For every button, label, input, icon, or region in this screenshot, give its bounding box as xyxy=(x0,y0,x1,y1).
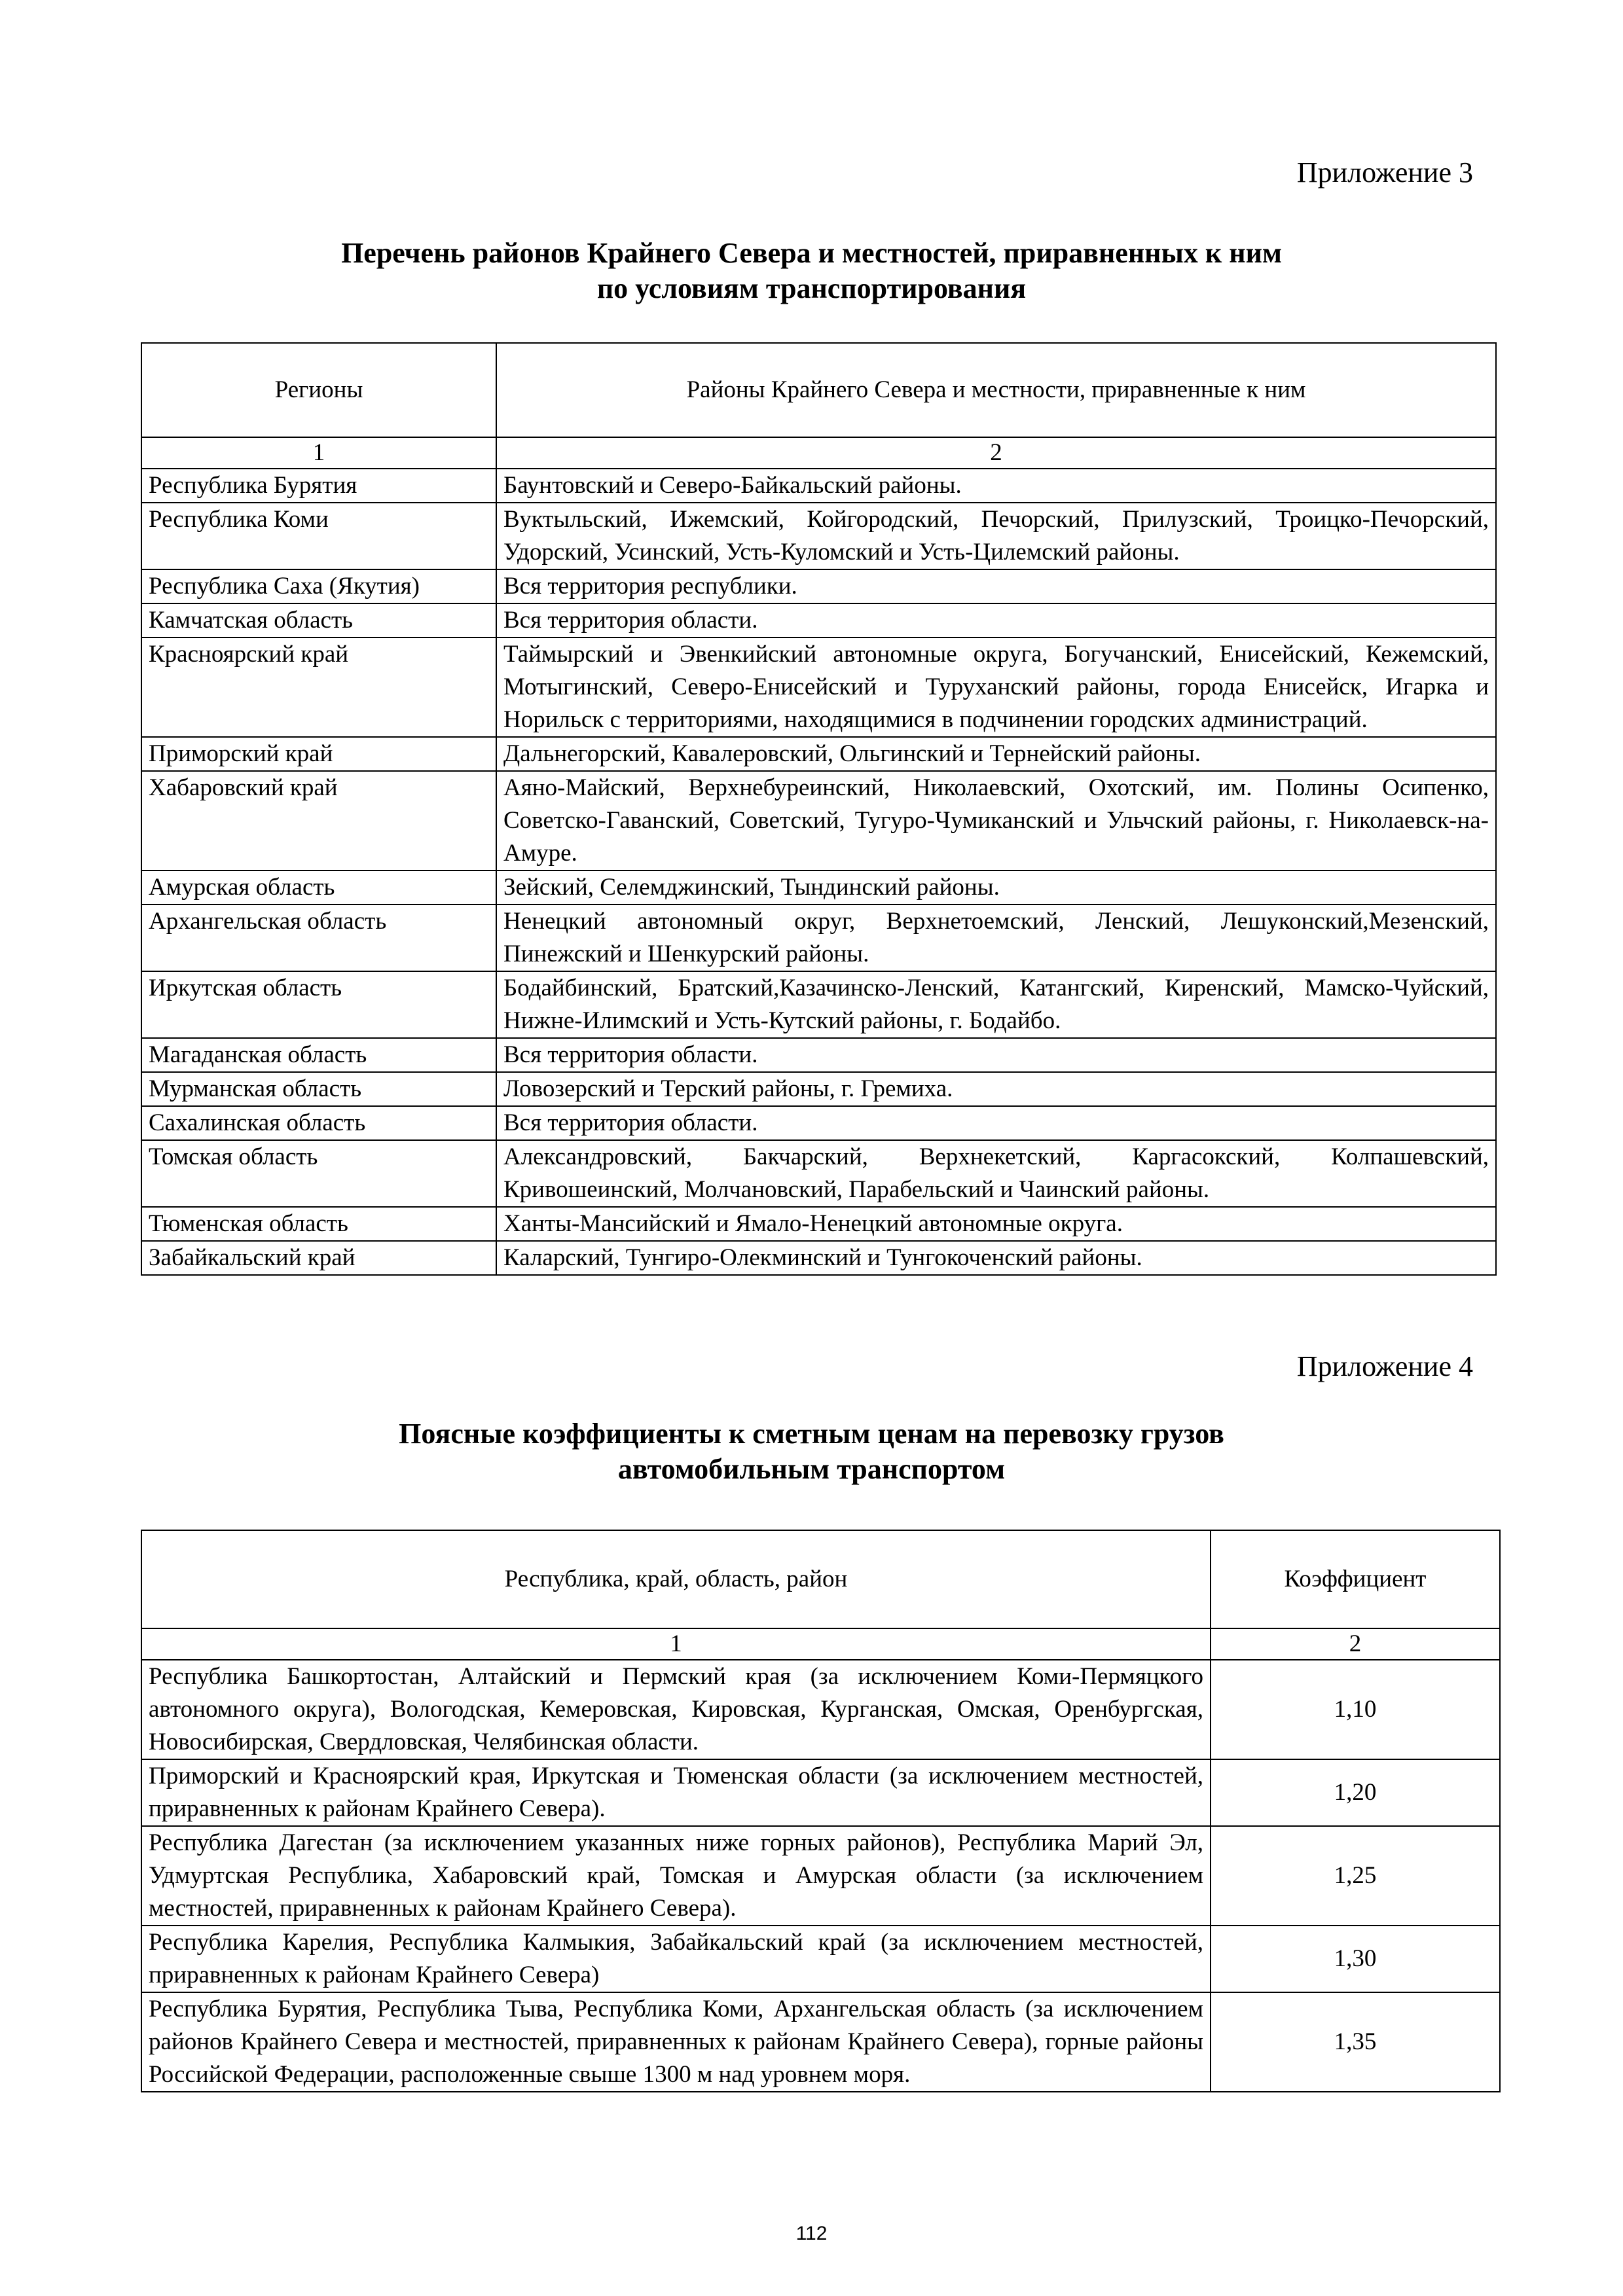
column-number-1: 1 xyxy=(141,437,496,469)
header-districts: Районы Крайнего Севера и местности, приравненные к ним xyxy=(496,343,1496,437)
table-row xyxy=(141,737,1496,771)
districts-cell: Вся территория области. xyxy=(496,1038,1496,1072)
region-cell: Иркутская область xyxy=(141,971,496,1038)
area-cell: Приморский и Красноярский края, Иркутская и Тюменская области (за исключением местностей, приравненных к районам Крайнего Севера). xyxy=(141,1759,1211,1826)
districts-cell: Бодайбинский, Братский,Казачинско-Ленский, Катангский, Киренский, Мамско-Чуйский, Нижне-Илимский и Усть-Кутский районы, г. Бодайбо. xyxy=(496,971,1496,1038)
region-cell: Приморский край xyxy=(141,737,496,771)
area-cell: Республика Башкортостан, Алтайский и Пермский края (за исключением Коми-Пермяцкого автономного округа), Вологодская, Кемеровская, Кировская, Курганская, Омская, Оренбургская, Новосибирская, Свердловская, Челябинская области. xyxy=(141,1660,1211,1759)
districts-cell: Каларский, Тунгиро-Олекминский и Тунгокоченский районы. xyxy=(496,1241,1496,1275)
table-row xyxy=(141,1759,1500,1826)
page-number: 112 xyxy=(795,2223,828,2244)
far-north-districts-body xyxy=(141,469,1496,1275)
districts-cell: Зейский, Селемджинский, Тындинский районы. xyxy=(496,870,1496,905)
table-row xyxy=(141,1826,1500,1926)
coefficient-cell: 1,25 xyxy=(1211,1826,1500,1926)
area-cell: Республика Бурятия, Республика Тыва, Республика Коми, Архангельская область (за исключением районов Крайнего Севера и местностей, приравненных к районам Крайнего Севера), горные районы Российской Федерации, расположенные свыше 1300 м над уровнем моря. xyxy=(141,1992,1211,2092)
coefficient-cell: 1,35 xyxy=(1211,1992,1500,2092)
column-numbers-row xyxy=(141,437,1496,469)
coefficient-cell: 1,10 xyxy=(1211,1660,1500,1759)
coefficient-cell: 1,20 xyxy=(1211,1759,1500,1826)
region-cell: Архангельская область xyxy=(141,905,496,971)
districts-cell: Ненецкий автономный округ, Верхнетоемский, Ленский, Лешуконский,Мезенский, Пинежский и Шенкурский районы. xyxy=(496,905,1496,971)
header-regions: Регионы xyxy=(141,343,496,437)
column-number-1: 1 xyxy=(141,1628,1211,1660)
appendix-3-title-line-1: Перечень районов Крайнего Севера и местностей, приравненных к ним xyxy=(341,237,1282,269)
districts-cell: Баунтовский и Северо-Байкальский районы. xyxy=(496,469,1496,503)
districts-cell: Ханты-Мансийский и Ямало-Ненецкий автономные округа. xyxy=(496,1207,1496,1241)
table-row xyxy=(141,771,1496,870)
region-cell: Сахалинская область xyxy=(141,1106,496,1140)
appendix-4-title-line-2: автомобильным транспортом xyxy=(617,1453,1006,1485)
region-cell: Тюменская область xyxy=(141,1207,496,1241)
table-row xyxy=(141,1207,1496,1241)
region-cell: Магаданская область xyxy=(141,1038,496,1072)
table-row xyxy=(141,1241,1496,1275)
districts-cell: Вся территория области. xyxy=(496,1106,1496,1140)
table-row xyxy=(141,1140,1496,1207)
districts-cell: Александровский, Бакчарский, Верхнекетский, Каргасокский, Колпашевский, Кривошеинский, Молчановский, Парабельский и Чаинский районы. xyxy=(496,1140,1496,1207)
column-numbers-row xyxy=(141,1628,1500,1660)
table-row xyxy=(141,1926,1500,1992)
region-cell: Камчатская область xyxy=(141,603,496,637)
header-coefficient: Коэффициент xyxy=(1211,1530,1500,1628)
region-cell: Республика Коми xyxy=(141,503,496,569)
table-row xyxy=(141,1072,1496,1106)
header-area: Республика, край, область, район xyxy=(141,1530,1211,1628)
table-row xyxy=(141,637,1496,737)
far-north-districts-table xyxy=(141,342,1497,1276)
table-row xyxy=(141,603,1496,637)
table-row xyxy=(141,905,1496,971)
districts-cell: Аяно-Майский, Верхнебуреинский, Николаевский, Охотский, им. Полины Осипенко, Советско-Гаванский, Советский, Тугуро-Чумиканский и Ульчский районы, г. Николаевск-на-Амуре. xyxy=(496,771,1496,870)
table-row xyxy=(141,971,1496,1038)
area-cell: Республика Карелия, Республика Калмыкия, Забайкальский край (за исключением местностей, приравненных к районам Крайнего Севера) xyxy=(141,1926,1211,1992)
region-cell: Томская область xyxy=(141,1140,496,1207)
appendix-3-label: Приложение 3 xyxy=(1296,156,1473,188)
table-row xyxy=(141,1660,1500,1759)
zone-coefficients-body xyxy=(141,1660,1500,2092)
districts-cell: Ловозерский и Терский районы, г. Гремиха. xyxy=(496,1072,1496,1106)
appendix-3-title-line-2: по условиям транспортирования xyxy=(596,272,1027,304)
table-row xyxy=(141,1106,1496,1140)
appendix-4-title-line-1: Поясные коэффициенты к сметным ценам на перевозку грузов xyxy=(399,1418,1224,1450)
region-cell: Республика Бурятия xyxy=(141,469,496,503)
table-row xyxy=(141,569,1496,603)
districts-cell: Дальнегорский, Кавалеровский, Ольгинский и Тернейский районы. xyxy=(496,737,1496,771)
table-row xyxy=(141,1038,1496,1072)
region-cell: Красноярский край xyxy=(141,637,496,737)
districts-cell: Вся территория области. xyxy=(496,603,1496,637)
appendix-4-label: Приложение 4 xyxy=(1296,1350,1473,1382)
zone-coefficients-table xyxy=(141,1530,1501,2092)
table-row xyxy=(141,469,1496,503)
region-cell: Амурская область xyxy=(141,870,496,905)
coefficient-cell: 1,30 xyxy=(1211,1926,1500,1992)
districts-cell: Вся территория республики. xyxy=(496,569,1496,603)
region-cell: Хабаровский край xyxy=(141,771,496,870)
table-row xyxy=(141,1992,1500,2092)
region-cell: Республика Саха (Якутия) xyxy=(141,569,496,603)
districts-cell: Таймырский и Эвенкийский автономные округа, Богучанский, Енисейский, Кежемский, Мотыгинский, Северо-Енисейский и Туруханский районы, города Енисейск, Игарка и Норильск с территориями, находящимися в подчинении городских администраций. xyxy=(496,637,1496,737)
area-cell: Республика Дагестан (за исключением указанных ниже горных районов), Республика Марий Эл, Удмуртская Республика, Хабаровский край, Томская и Амурская области (за исключением местностей, приравненных к районам Крайнего Севера). xyxy=(141,1826,1211,1926)
region-cell: Мурманская область xyxy=(141,1072,496,1106)
table-row xyxy=(141,870,1496,905)
table-row xyxy=(141,503,1496,569)
column-number-2: 2 xyxy=(496,437,1496,469)
region-cell: Забайкальский край xyxy=(141,1241,496,1275)
table-header-row xyxy=(141,1530,1500,1628)
table-header-row xyxy=(141,343,1496,437)
column-number-2: 2 xyxy=(1211,1628,1500,1660)
districts-cell: Вуктыльский, Ижемский, Койгородский, Печорский, Прилузский, Троицко-Печорский, Удорский, Усинский, Усть-Куломский и Усть-Цилемский районы. xyxy=(496,503,1496,569)
